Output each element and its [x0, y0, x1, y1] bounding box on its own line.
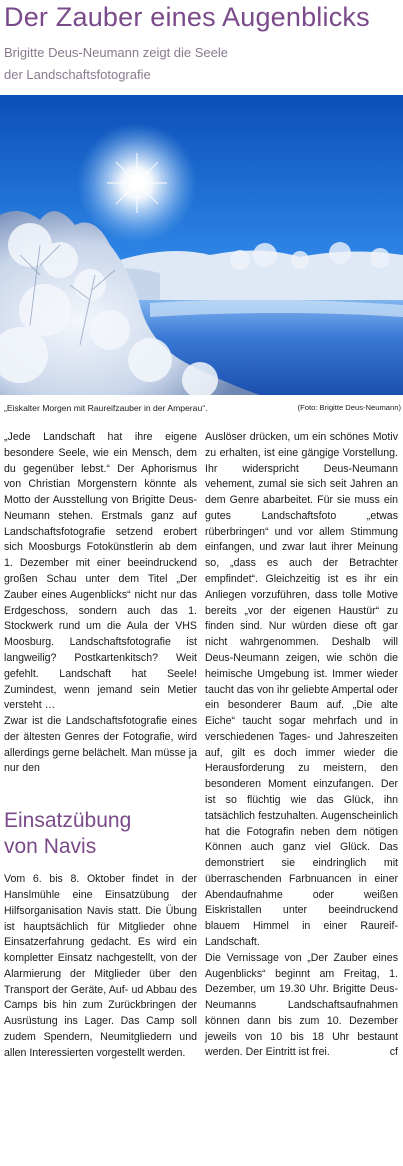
notice-heading-line-1: Einsatzübung — [4, 809, 132, 833]
subtitle-line-2: der Landschaftsfotografie — [4, 67, 151, 82]
closing-text: Die Vernissage von „Der Zauber eines Augenblicks“ beginnt am Freitag, 1. Dezember, um 19.30 Uhr. Brigitte Deus-Neumanns Landschaftsaufnahmen können dann bis zum 10. Dezember jeweils von 10 bis 18 Uhr bestaunt werden. Der Eintritt ist frei. — [205, 951, 398, 1059]
column-right — [205, 430, 398, 1061]
subtitle-line-1: Brigitte Deus-Neumann zeigt die Seele — [4, 45, 229, 60]
landscape-photo — [0, 95, 403, 395]
column-left — [4, 430, 197, 1062]
photo-caption — [4, 401, 401, 415]
notice-body: Vom 6. bis 8. Oktober findet in der Hanslmühle eine Einsatzübung der Hilfsorganisation Navis statt. Die Übung ist hauptsächlich für Mitglieder ohne Einsatzerfahrung gedacht. Es wird ein kompletter Einsatz nachgestellt, von der Alarmierung der Mitglieder über den Transport der Geräte, Auf- ud Abbau des Camps bis hin zum Zurückbringen der Ausrüstung ins Lager. Das Camp soll zudem Spendern, Neumitgliedern und allen Interessierten vorgestellt werden. — [4, 873, 197, 1059]
photo-credit: (Foto: Brigitte Deus-Neumann) — [297, 403, 401, 412]
notice-heading-line-2: von Navis — [4, 835, 97, 859]
author-signature: cf — [389, 1046, 398, 1059]
article-paragraph-2: Zwar ist die Landschaftsfotografie eines der ältesten Genres der Fotografie, wird allerdings gerne belächelt. Man müsse ja nur den — [4, 715, 197, 775]
article-subtitle — [4, 42, 402, 86]
article-paragraph-4 — [205, 951, 398, 1061]
article-paragraph-1: „Jede Landschaft hat ihre eigene besondere Seele, wie ein Mensch, dem du gegenüber lebst.“ Der Aphorismus von Christian Morgenstern könnte als Motto der Ausstellung von Brigitte Deus-Neumann stehen. Erstmals ganz auf Landschaftsfotografie setzend erobert sich Moosburgs Fotokünstlerin ab dem 1. Dezember mit einer beeindruckend großen Schau unter dem Titel „Der Zauber eines Augenblicks“ nicht nur das Erdgeschoss, sondern auch das 1. Stockwerk rund um die Aula der VHS Moosburg. Landschaftsfotografie ist langweilig? Postkartenkitsch? Weit gefehlt. Landschaft hat Seele! Zumindest, wenn jemand sein Metier versteht … — [4, 431, 197, 712]
caption-text: „Eiskalter Morgen mit Raureifzauber in der Amperau“. — [4, 403, 208, 413]
article-paragraph-3: Auslöser drücken, um ein schönes Motiv zu erhalten, ist eine gängige Vorstellung. Ihr widerspricht Deus-Neumann vehement, zumal sie sich seit Jahren an dem Genre abarbeitet. Für sie muss ein gutes Landschaftsfoto „etwas rüberbringen“ und vor allem Stimmung einfangen, und zwar laut ihrer Meinung so, „dass es auch der Betrachter empfindet“. Gleichzeitig ist es ihr ein Anliegen vorzuführen, dass tolle Motive bereits „vor der eigenen Haustür“ zu finden sind. Nur würden diese oft gar nicht wahrgenommen. Deshalb will Deus-Neumann zeigen, wie schön die heimische Umgebung ist. Immer wieder taucht das von ihr geliebte Ampertal oder ein besonderer Baum auf. „Die alte Eiche“ taucht sogar mehrfach und in verschiedenen Tages- und Jahreszeiten auf, gilt es doch immer wieder die Herausforderung zu meistern, den besonderen Moment einzufangen. Der ist so flüchtig wie das Glück, ihn tatsächlich festzuhalten. Augenscheinlich hat die Fotografin neben dem nötigen Können auch ganz viel Glück. Das demonstriert sie eindringlich mit überraschenden Farbnuancen in einer Abendaufnahme oder weißen Eiskristallen unter beeindruckend blauem Himmel in einer Raureif-Landschaft. — [205, 431, 398, 948]
article-title: Der Zauber eines Augenblicks — [4, 2, 370, 32]
notice-heading — [4, 808, 197, 860]
